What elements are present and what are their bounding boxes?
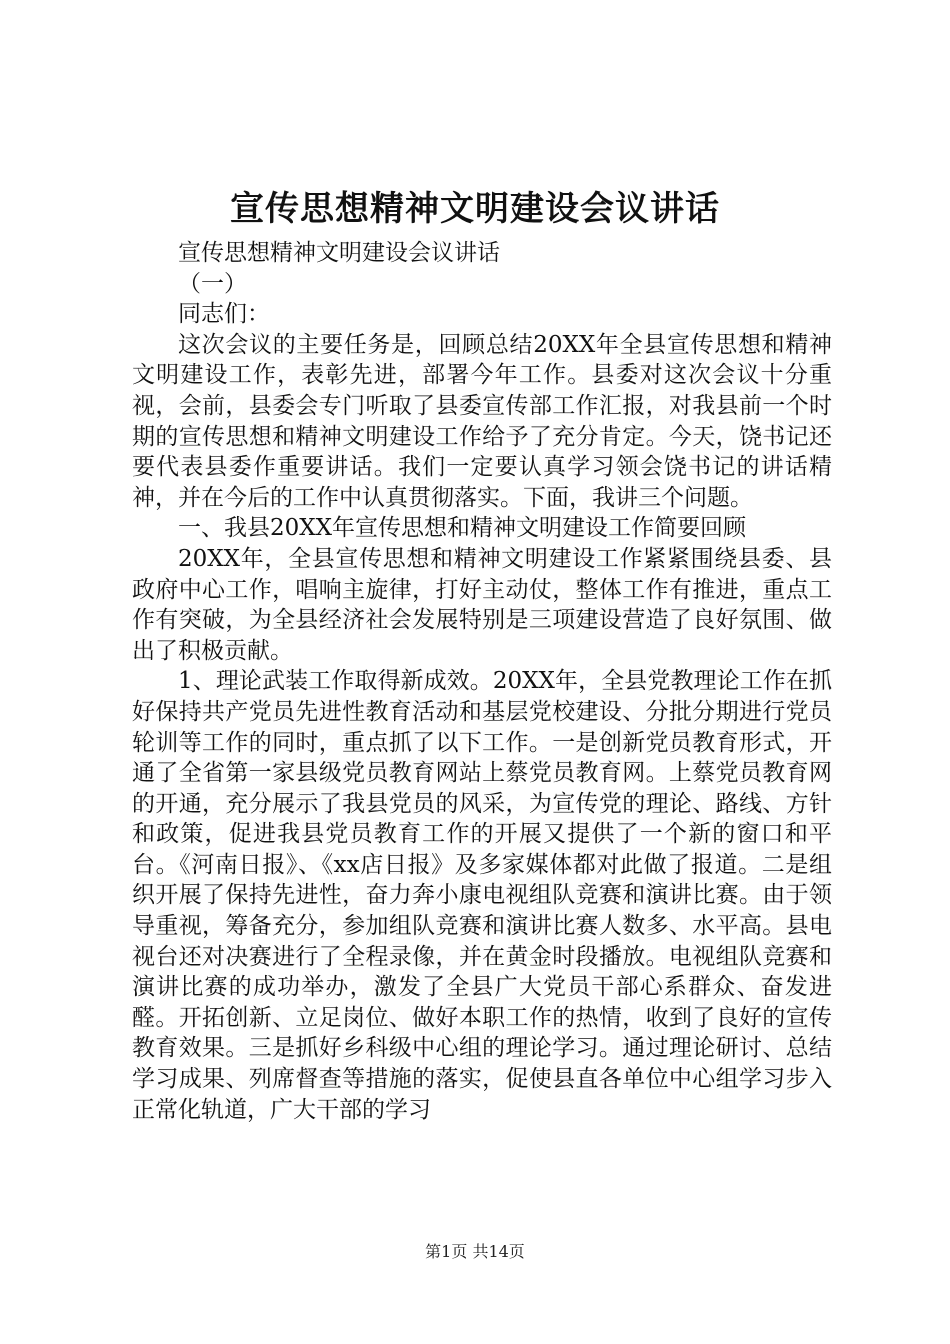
document-title: 宣传思想精神文明建设会议讲话 (230, 189, 720, 229)
paragraph-theory-work: 1、理论武装工作取得新成效。20XX年，全县党教理论工作在抓好保持共产党员先进性教育活动和基层党校建设、分批分期进行党员轮训等工作的同时，重点抓了以下工作。一是创新党员教育形式，开通了全省第一家县级党员教育网站上蔡党员教育网。上蔡党员教育网的开通，充分展示了我县党员的风采，为宣传党的理论、路线、方针和政策，促进我县党员教育工作的开展又提供了一个新的窗口和平台。《河南日报》、《xx店日报》及多家媒体都对此做了报道。二是组织开展了保持先进性，奋力奔小康电视组队竞赛和演讲比赛。由于领导重视，筹备充分，参加组队竞赛和演讲比赛人数多、水平高。县电视台还对决赛进行了全程录像，并在黄金时段播放。电视组队竞赛和演讲比赛的成功举办，激发了全县广大党员干部心系群众、奋发进醛。开拓创新、立足岗位、做好本职工作的热情，收到了良好的宣传教育效果。三是抓好乡科级中心组的理论学习。通过理论研讨、总结学习成果、列席督查等措施的落实，促使县直各单位中心组学习步入正常化轨道，广大干部的学习 (132, 668, 832, 1123)
paragraph-intro: 这次会议的主要任务是，回顾总结20XX年全县宣传思想和精神文明建设工作，表彰先进，部署今年工作。县委对这次会议十分重视，会前，县委会专门听取了县委宣传部工作汇报，对我县前一个时期的宣传思想和精神文明建设工作给予了充分肯定。今天，饶书记还要代表县委作重要讲话。我们一定要认真学习领会饶书记的讲话精神，并在今后的工作中认真贯彻落实。下面，我讲三个问题。 (132, 331, 832, 511)
paragraph-heading-review: 一、我县20XX年宣传思想和精神文明建设工作简要回顾 (178, 515, 747, 542)
paragraph-overview: 20XX年，全县宣传思想和精神文明建设工作紧紧围绕县委、县政府中心工作，唱响主旋律，打好主动仗，整体工作有推进，重点工作有突破，为全县经济社会发展特别是三项建设营造了良好氛围、做出了积极贡献。 (132, 545, 832, 664)
paragraph-subtitle: 宣传思想精神文明建设会议讲话 (178, 240, 500, 266)
paragraph-salutation: 同志们： (178, 301, 270, 328)
document-body (132, 238, 832, 1125)
paragraph-section-number: （一） (178, 270, 247, 297)
page-number-footer: 第1页 共14页 (425, 1242, 525, 1261)
